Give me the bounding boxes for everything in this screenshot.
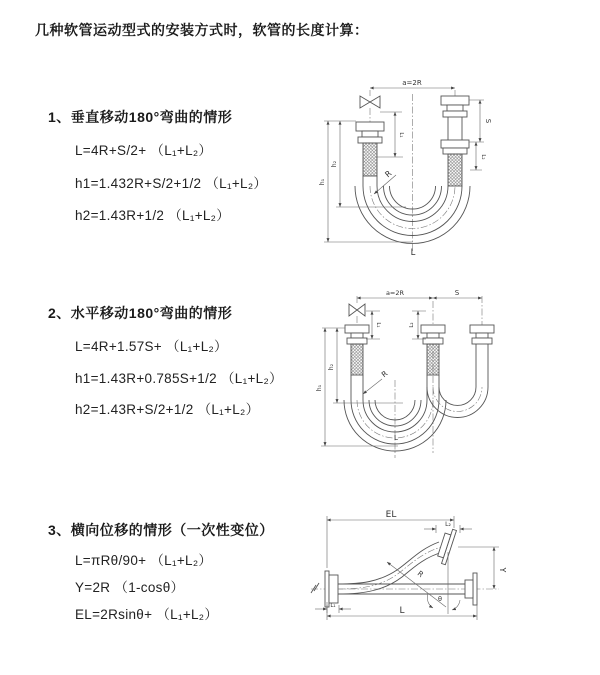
section-1-formula-L: L=4R+S/2+ （L₁+L₂） (75, 143, 213, 158)
dimension-lines (315, 516, 499, 620)
label-span: a=2R (385, 289, 405, 297)
label-span: a=2R (402, 79, 422, 87)
section-1-heading: 1、垂直移动180°弯曲的情形 (48, 109, 233, 125)
label-el: EL (385, 510, 397, 520)
right-pipe-fitting (441, 96, 469, 186)
diagram-vertical-180 (310, 72, 590, 257)
right-pipe-fitting (470, 325, 494, 387)
left-pipe-fitting (345, 325, 369, 400)
centerlines (357, 296, 482, 458)
label-fit-right: L₂ (480, 154, 486, 160)
section-2-formula-h1: h1=1.43R+0.785S+1/2 （L₁+L₂） (75, 371, 283, 386)
dimension-labels (319, 79, 492, 257)
label-h1: h₁ (319, 178, 326, 186)
label-fit-mid: L₂ (409, 322, 415, 328)
diagram-lateral-displacement (303, 502, 595, 662)
label-h1: h₁ (316, 384, 323, 392)
lower-right-flange (465, 573, 477, 605)
label-length: L (410, 248, 416, 257)
section-2-heading: 2、水平移动180°弯曲的情形 (48, 305, 233, 321)
hose-arcs-right (427, 387, 488, 418)
section-3-formula-L: L=πRθ/90+ （L₁+L₂） (75, 553, 213, 568)
label-h2: h₂ (331, 160, 338, 168)
diagram-horizontal-180 (310, 283, 595, 463)
s-curve-hose-displaced (338, 542, 443, 594)
label-stroke: S (484, 118, 492, 124)
section-1-formula-h2: h2=1.43R+1/2 （L₁+L₂） (75, 208, 231, 223)
valve-icon (349, 304, 365, 316)
upper-right-flange (436, 527, 457, 564)
label-fit-left: L₁ (398, 132, 404, 138)
section-3-formula-EL: EL=2Rsinθ+ （L₁+L₂） (75, 607, 219, 622)
label-fit-right: L₂ (445, 521, 451, 528)
valve-icon (360, 96, 380, 108)
page-title: 几种软管运动型式的安装方式时，软管的长度计算： (35, 22, 369, 38)
dimension-lines (321, 298, 482, 446)
label-y: Y (498, 567, 507, 573)
left-pipe-fitting (356, 122, 384, 186)
section-2-formula-h2: h2=1.43R+S/2+1/2 （L₁+L₂） (75, 402, 260, 417)
section-3-heading: 3、横向位移的情形（一次性变位） (48, 522, 274, 538)
section-3-formula-Y: Y=2R （1-cosθ） (75, 580, 185, 595)
label-length: L (394, 434, 398, 442)
label-radius: R (383, 168, 394, 180)
label-length: L (399, 606, 405, 616)
label-fit-left: L₁ (330, 603, 336, 609)
section-2-formula-L: L=4R+1.57S+ （L₁+L₂） (75, 339, 228, 354)
label-radius: R (415, 568, 426, 580)
dimension-labels (330, 510, 507, 616)
label-theta: θ (438, 595, 442, 603)
left-flange (325, 571, 338, 607)
label-stroke: S (454, 289, 460, 297)
angle-construction (387, 552, 460, 614)
section-1-formula-h1: h1=1.432R+S/2+1/2 （L₁+L₂） (75, 176, 268, 191)
label-h2: h₂ (328, 363, 335, 371)
label-fit-left: L₁ (375, 322, 381, 328)
label-radius: R (379, 368, 390, 380)
